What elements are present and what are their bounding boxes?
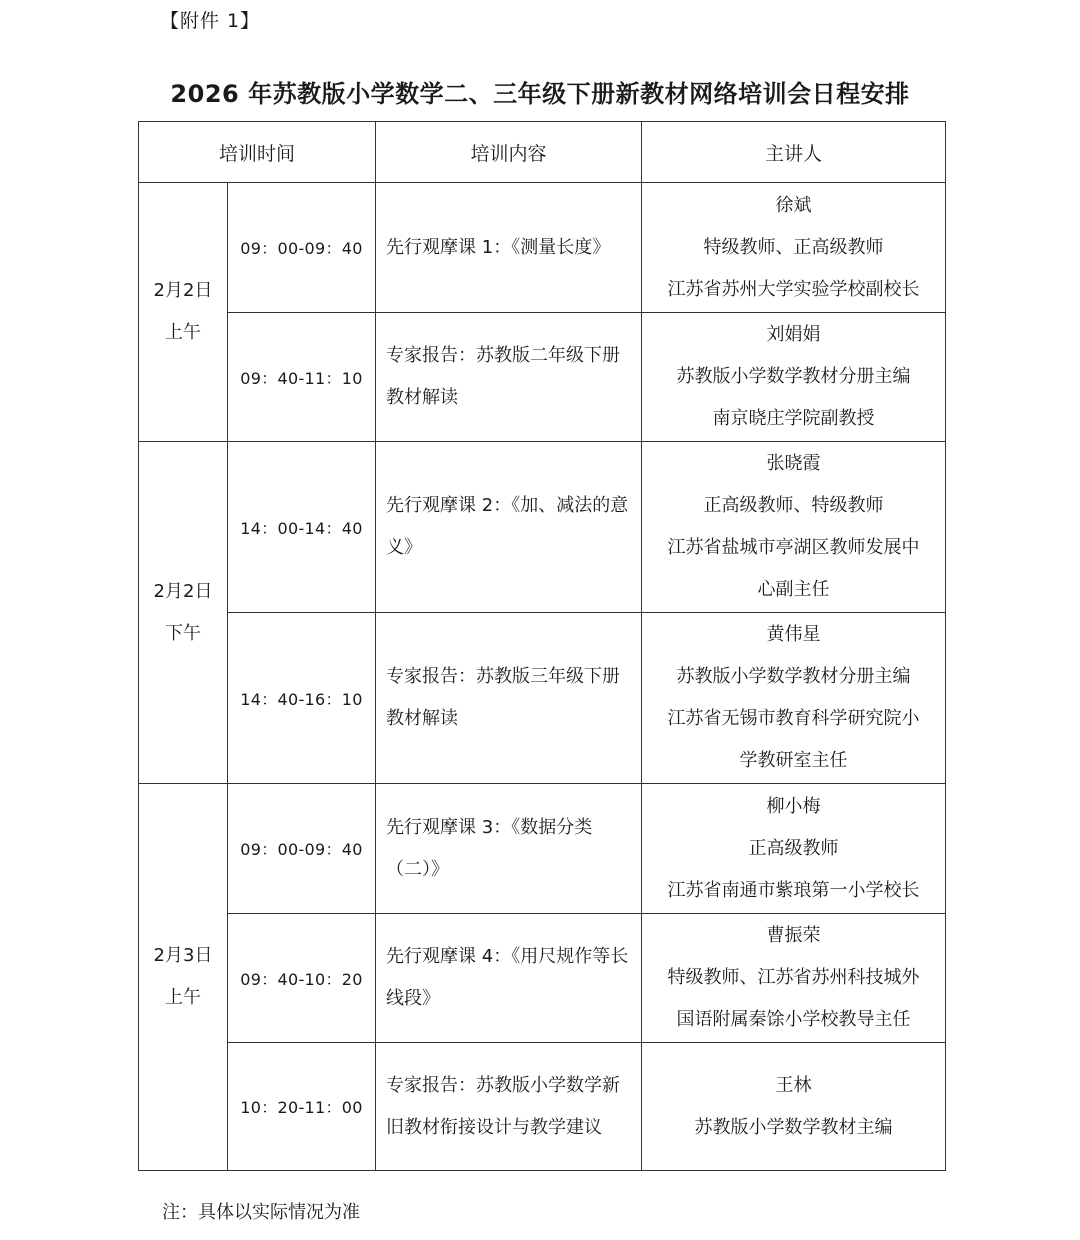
footnote: 注：具体以实际情况为准 bbox=[162, 1202, 360, 1223]
speaker-title: 国语附属秦馀小学校教导主任 bbox=[676, 1009, 911, 1030]
attachment-label: 【附件 1】 bbox=[160, 10, 261, 32]
time-cell: 09：00-09：40 bbox=[228, 784, 376, 914]
table-row bbox=[139, 183, 946, 313]
document-title: 2026 年苏教版小学数学二、三年级下册新教材网络培训会日程安排 bbox=[170, 80, 910, 108]
speaker-title: 江苏省南通市紫琅第一小学校长 bbox=[667, 879, 920, 901]
period-label: 上午 bbox=[165, 987, 201, 1008]
table-row bbox=[139, 1043, 946, 1171]
content-cell: 专家报告：苏教版二年级下册教材解读 bbox=[376, 313, 642, 442]
speaker-title: 南京晓庄学院副教授 bbox=[712, 408, 875, 429]
time-cell: 14：00-14：40 bbox=[228, 442, 376, 613]
speaker-cell bbox=[642, 313, 946, 442]
header-speaker: 主讲人 bbox=[642, 122, 946, 183]
date-cell bbox=[139, 183, 228, 442]
time-cell: 10：20-11：00 bbox=[228, 1043, 376, 1171]
date-cell bbox=[139, 784, 228, 1171]
speaker-title: 江苏省苏州大学实验学校副校长 bbox=[667, 278, 920, 300]
date-label: 2月2日 bbox=[153, 580, 213, 602]
speaker-title: 正高级教师、特级教师 bbox=[703, 495, 884, 516]
content-cell: 先行观摩课 1：《测量长度》 bbox=[376, 183, 642, 313]
speaker-cell bbox=[642, 183, 946, 313]
content-cell: 专家报告：苏教版三年级下册教材解读 bbox=[376, 613, 642, 784]
speaker-title: 心副主任 bbox=[757, 579, 830, 600]
speaker-name: 曹振荣 bbox=[766, 925, 821, 946]
content-cell: 专家报告：苏教版小学数学新旧教材衔接设计与教学建议 bbox=[376, 1043, 642, 1171]
date-label: 2月2日 bbox=[153, 280, 213, 301]
speaker-name: 王林 bbox=[775, 1074, 812, 1096]
speaker-name: 刘娟娟 bbox=[766, 324, 821, 345]
table-row bbox=[139, 784, 946, 914]
time-cell: 14：40-16：10 bbox=[228, 613, 376, 784]
table-row bbox=[139, 442, 946, 613]
content-cell: 先行观摩课 4：《用尺规作等长线段》 bbox=[376, 914, 642, 1043]
speaker-name: 柳小梅 bbox=[766, 795, 821, 817]
speaker-cell bbox=[642, 784, 946, 914]
speaker-title: 正高级教师 bbox=[748, 837, 839, 859]
speaker-cell bbox=[642, 914, 946, 1043]
date-label: 2月3日 bbox=[153, 945, 213, 966]
speaker-name: 黄伟星 bbox=[766, 624, 821, 645]
speaker-cell bbox=[642, 1043, 946, 1171]
date-cell bbox=[139, 442, 228, 784]
speaker-title: 苏教版小学数学教材分册主编 bbox=[676, 666, 911, 687]
speaker-title: 苏教版小学数学教材主编 bbox=[694, 1116, 893, 1138]
table-row bbox=[139, 914, 946, 1043]
speaker-title: 学教研室主任 bbox=[739, 750, 848, 771]
time-cell: 09：00-09：40 bbox=[228, 183, 376, 313]
speaker-title: 苏教版小学数学教材分册主编 bbox=[676, 366, 911, 387]
header-content: 培训内容 bbox=[376, 122, 642, 183]
table-header-row bbox=[139, 122, 946, 183]
table-row bbox=[139, 313, 946, 442]
period-label: 下午 bbox=[165, 622, 201, 644]
time-cell: 09：40-11：10 bbox=[228, 313, 376, 442]
content-cell: 先行观摩课 2：《加、减法的意义》 bbox=[376, 442, 642, 613]
period-label: 上午 bbox=[165, 322, 201, 343]
speaker-title: 特级教师、江苏省苏州科技城外 bbox=[667, 967, 920, 988]
content-cell: 先行观摩课 3：《数据分类（二）》 bbox=[376, 784, 642, 914]
speaker-name: 徐斌 bbox=[775, 194, 812, 216]
speaker-name: 张晓霞 bbox=[766, 453, 821, 474]
speaker-cell bbox=[642, 613, 946, 784]
speaker-title: 特级教师、正高级教师 bbox=[703, 236, 884, 258]
speaker-title: 江苏省无锡市教育科学研究院小 bbox=[667, 708, 920, 729]
schedule-table bbox=[138, 121, 946, 1171]
header-time: 培训时间 bbox=[139, 122, 376, 183]
time-cell: 09：40-10：20 bbox=[228, 914, 376, 1043]
speaker-title: 江苏省盐城市亭湖区教师发展中 bbox=[667, 537, 920, 558]
table-row bbox=[139, 613, 946, 784]
speaker-cell bbox=[642, 442, 946, 613]
